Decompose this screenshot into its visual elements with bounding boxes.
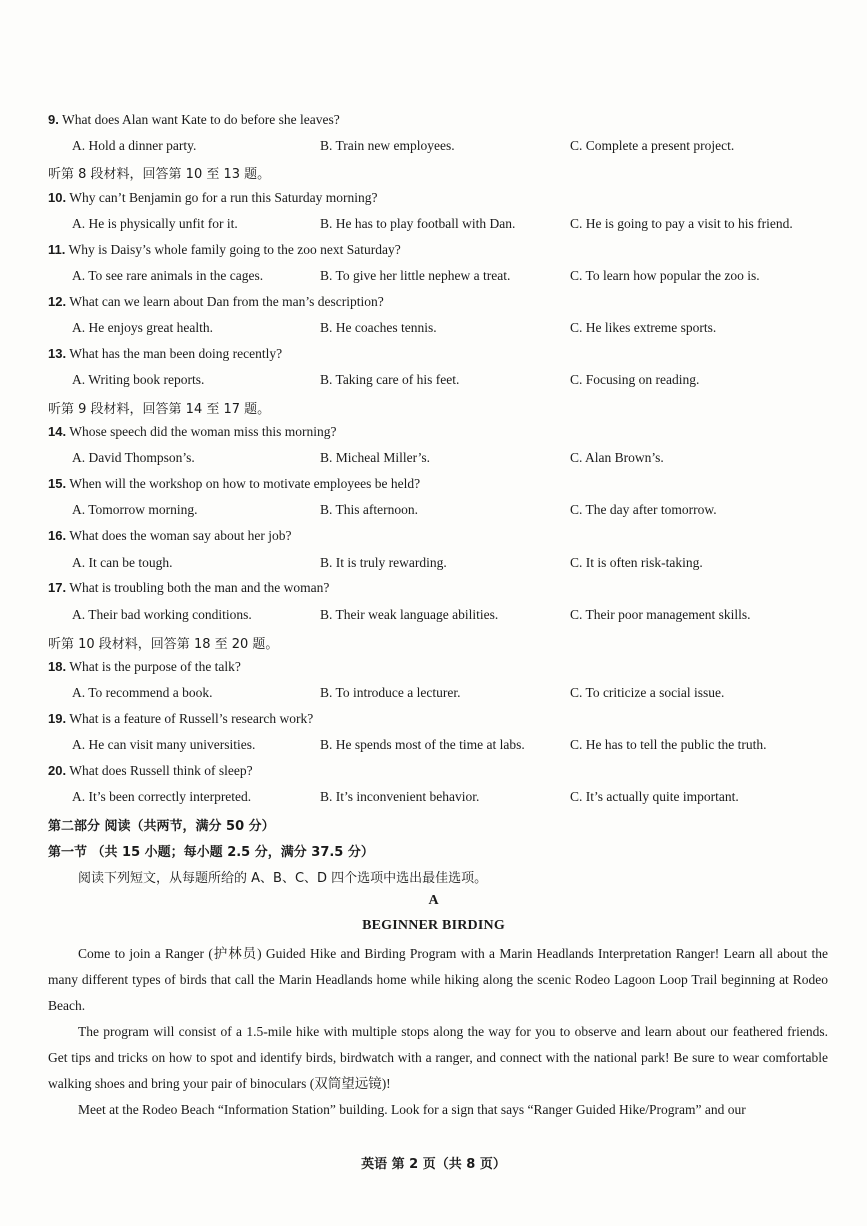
option-c: C. It is often risk-taking. xyxy=(570,555,703,570)
option-c: C. Their poor management skills. xyxy=(570,607,751,622)
listening-instruction-seg9: 听第 9 段材料，回答第 14 至 17 题。 xyxy=(48,402,271,417)
option-a: A. Writing book reports. xyxy=(72,372,205,387)
question-16 xyxy=(48,528,292,544)
passage-paragraph-1: Come to join a Ranger (护林员) Guided Hike and Birding Program with a Marin Headlands Interpretation Ranger! Learn all about the many different types of birds that call the Marin Headlands home while hiking along the scenic Rodeo Lagoon Loop Trail beginning at Rodeo Beach. xyxy=(48,946,828,1013)
option-c: C. To criticize a social issue. xyxy=(570,685,725,700)
passage-letter: A xyxy=(428,893,439,908)
question-text: What is troubling both the man and the woman? xyxy=(69,580,330,595)
option-b: B. Their weak language abilities. xyxy=(320,607,499,622)
option-b: B. It is truly rewarding. xyxy=(320,555,447,570)
question-number: 13. xyxy=(48,346,67,361)
option-b: B. To introduce a lecturer. xyxy=(320,685,461,700)
question-text: What does Alan want Kate to do before she leaves? xyxy=(61,112,340,127)
section1-heading: 第一节 （共 15 小题；每小题 2.5 分，满分 37.5 分） xyxy=(48,845,374,860)
question-10 xyxy=(48,190,378,206)
option-c: C. Focusing on reading. xyxy=(570,372,700,387)
passage-paragraph-3: Meet at the Rodeo Beach “Information Station” building. Look for a sign that says “Ranger Guided Hike/Program” and our xyxy=(78,1102,746,1117)
listening-instruction-seg8: 听第 8 段材料，回答第 10 至 13 题。 xyxy=(48,167,271,182)
option-b: B. It’s inconvenient behavior. xyxy=(320,789,480,804)
question-19 xyxy=(48,711,313,727)
option-a: A. Hold a dinner party. xyxy=(72,138,197,153)
question-number: 14. xyxy=(48,424,67,439)
question-number: 15. xyxy=(48,476,67,491)
question-9 xyxy=(48,112,340,128)
option-a: A. Tomorrow morning. xyxy=(72,502,198,517)
question-15 xyxy=(48,476,420,492)
option-b: B. This afternoon. xyxy=(320,502,418,517)
question-13 xyxy=(48,346,282,362)
option-c: C. To learn how popular the zoo is. xyxy=(570,268,760,283)
question-20 xyxy=(48,763,253,779)
listening-instruction-seg10: 听第 10 段材料，回答第 18 至 20 题。 xyxy=(48,637,279,652)
option-a: A. Their bad working conditions. xyxy=(72,607,252,622)
question-text: What can we learn about Dan from the man’s description? xyxy=(69,294,384,309)
question-text: What does Russell think of sleep? xyxy=(69,763,253,778)
option-c: C. He likes extreme sports. xyxy=(570,320,717,335)
reading-directions: 阅读下列短文，从每题所给的 A、B、C、D 四个选项中选出最佳选项。 xyxy=(78,871,488,886)
question-12 xyxy=(48,294,384,310)
question-text: Why is Daisy’s whole family going to the zoo next Saturday? xyxy=(68,242,401,257)
option-b: B. Train new employees. xyxy=(320,138,455,153)
question-text: Whose speech did the woman miss this morning? xyxy=(69,424,337,439)
option-a: A. It can be tough. xyxy=(72,555,173,570)
question-number: 18. xyxy=(48,659,67,674)
page-footer: 英语 第 2 页（共 8 页） xyxy=(361,1157,506,1172)
question-text: When will the workshop on how to motivate employees be held? xyxy=(69,476,421,491)
option-a: A. It’s been correctly interpreted. xyxy=(72,789,252,804)
option-a: A. David Thompson’s. xyxy=(72,450,195,465)
option-a: A. To see rare animals in the cages. xyxy=(72,268,264,283)
question-11 xyxy=(48,242,401,258)
option-b: B. He coaches tennis. xyxy=(320,320,437,335)
passage-paragraph-2: The program will consist of a 1.5-mile hike with multiple stops along the way for you to observe and learn about our feathered friends. Get tips and tricks on how to spot and identify birds, birdwatch with a ranger, and connect with the national park! Be sure to wear comfortable walking shoes and bring your pair of binoculars (双筒望远镜)! xyxy=(48,1024,828,1091)
question-number: 12. xyxy=(48,294,67,309)
question-number: 20. xyxy=(48,763,67,778)
option-c: C. Alan Brown’s. xyxy=(570,450,664,465)
question-text: What is a feature of Russell’s research work? xyxy=(69,711,314,726)
question-14 xyxy=(48,424,337,440)
option-b: B. Micheal Miller’s. xyxy=(320,450,430,465)
question-17 xyxy=(48,580,329,596)
option-a: A. He is physically unfit for it. xyxy=(72,216,238,231)
question-text: Why can’t Benjamin go for a run this Saturday morning? xyxy=(69,190,378,205)
question-number: 10. xyxy=(48,190,67,205)
option-c: C. He is going to pay a visit to his friend. xyxy=(570,216,793,231)
option-c: C. It’s actually quite important. xyxy=(570,789,739,804)
option-b: B. Taking care of his feet. xyxy=(320,372,460,387)
question-number: 19. xyxy=(48,711,67,726)
option-c: C. He has to tell the public the truth. xyxy=(570,737,767,752)
passage-title: BEGINNER BIRDING xyxy=(362,918,505,933)
question-number: 17. xyxy=(48,580,67,595)
question-number: 16. xyxy=(48,528,67,543)
option-b: B. He has to play football with Dan. xyxy=(320,216,516,231)
question-number: 11. xyxy=(48,242,66,257)
option-c: C. Complete a present project. xyxy=(570,138,735,153)
question-text: What does the woman say about her job? xyxy=(69,528,292,543)
question-text: What has the man been doing recently? xyxy=(69,346,283,361)
option-c: C. The day after tomorrow. xyxy=(570,502,717,517)
option-a: A. He enjoys great health. xyxy=(72,320,213,335)
question-text: What is the purpose of the talk? xyxy=(69,659,241,674)
option-b: B. To give her little nephew a treat. xyxy=(320,268,511,283)
question-18 xyxy=(48,659,241,675)
option-a: A. To recommend a book. xyxy=(72,685,213,700)
option-a: A. He can visit many universities. xyxy=(72,737,256,752)
question-number: 9. xyxy=(48,112,59,127)
option-b: B. He spends most of the time at labs. xyxy=(320,737,525,752)
part2-heading: 第二部分 阅读（共两节，满分 50 分） xyxy=(48,819,275,834)
